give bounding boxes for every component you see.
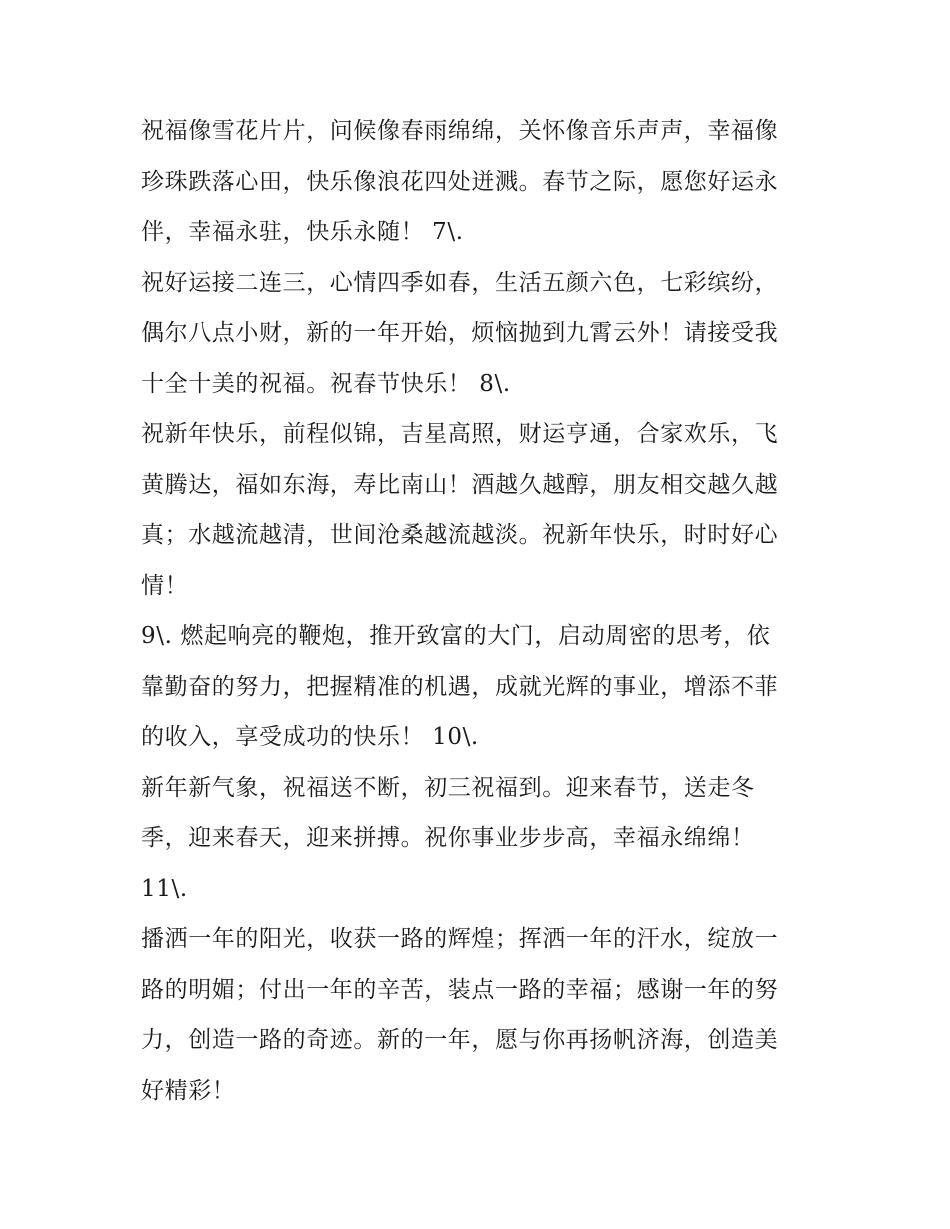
text-line: 靠勤奋的努力，把握精准的机遇，成就光辉的事业，增添不菲 [141, 673, 779, 700]
text-line: 祝好运接二连三，心情四季如春，生活五颜六色，七彩缤纷， [141, 269, 779, 296]
text-line: 祝福像雪花片片，问候像春雨绵绵，关怀像音乐声声，幸福像 [141, 118, 779, 144]
text-line: 情！ [141, 572, 189, 599]
text-line: 力，创造一路的奇迹。新的一年，愿与你再扬帆济海，创造美 [141, 1027, 779, 1053]
text-line: 9\. 燃起响亮的鞭炮，推开致富的大门，启动周密的思考，依 [141, 623, 771, 649]
text-line: 播洒一年的阳光，收获一路的辉煌；挥洒一年的汗水，绽放一 [141, 926, 779, 952]
text-line: 11\. [141, 875, 188, 902]
text-line: 伴，幸福永驻，快乐永随！ 7\. [141, 219, 464, 245]
text-line: 真；水越流越清，世间沧桑越流越淡。祝新年快乐，时时好心 [141, 522, 779, 548]
document-body [141, 106, 821, 1116]
text-line: 好精彩！ [141, 1077, 236, 1104]
text-line: 的收入，享受成功的快乐！ 10\. [141, 724, 479, 750]
text-line: 新年新气象，祝福送不断，初三祝福到。迎来春节，送走冬 [141, 774, 755, 801]
text-line: 祝新年快乐，前程似锦，吉星高照，财运亨通，合家欢乐，飞 [141, 421, 779, 447]
text-line: 珍珠跌落心田，快乐像浪花四处迸溅。春节之际，愿您好运永 [141, 168, 779, 195]
text-line: 十全十美的祝福。祝春节快乐！ 8\. [141, 370, 511, 397]
text-line: 季，迎来春天，迎来拼搏。祝你事业步步高，幸福永绵绵！ [141, 825, 755, 851]
text-line: 偶尔八点小财，新的一年开始，烦恼抛到九霄云外！请接受我 [141, 320, 779, 346]
text-line: 黄腾达，福如东海，寿比南山！酒越久越醇，朋友相交越久越 [141, 471, 779, 498]
text-line: 路的明媚；付出一年的辛苦，装点一路的幸福；感谢一年的努 [141, 976, 779, 1003]
